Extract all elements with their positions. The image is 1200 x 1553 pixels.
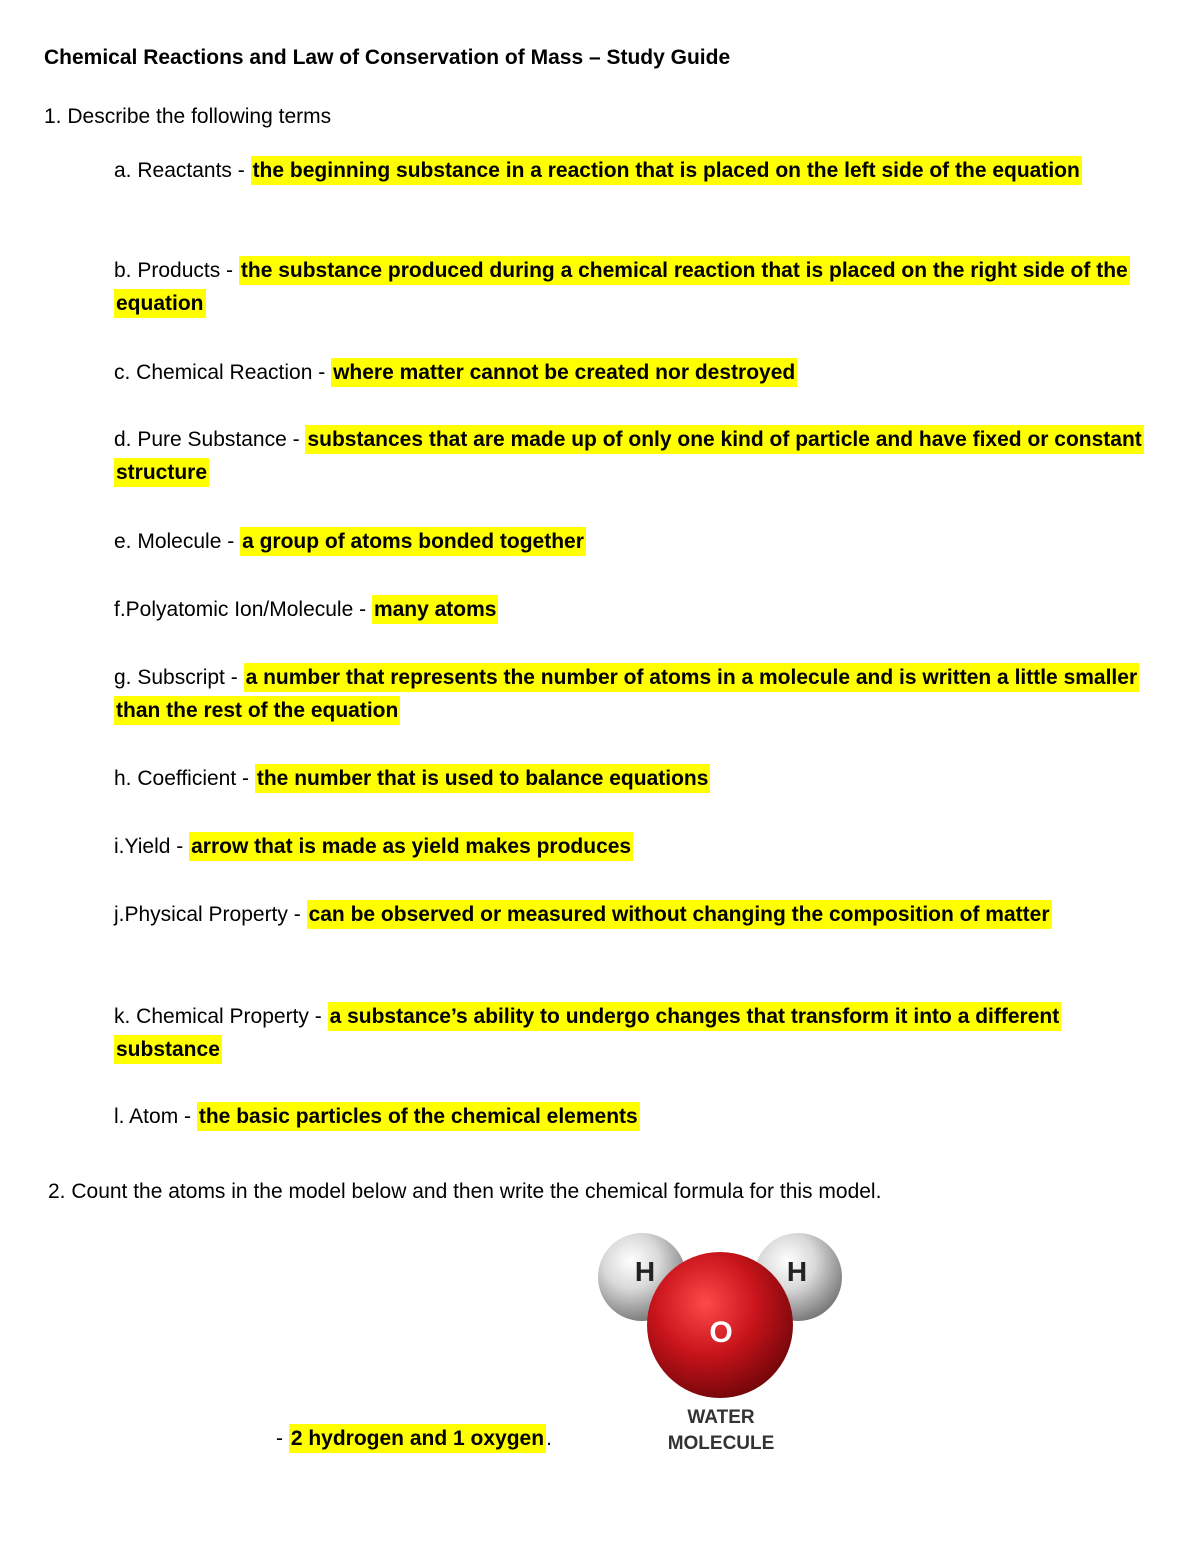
question-2-answer xyxy=(276,1427,552,1451)
term-label: c. Chemical Reaction - xyxy=(114,361,332,384)
answer-text: 2 hydrogen and 1 oxygen xyxy=(289,1424,546,1453)
atom-label-h-left: H xyxy=(634,1256,656,1287)
term-answer: can be observed or measured without changing the composition of matter xyxy=(307,900,1052,929)
atom-label-h-right: H xyxy=(786,1256,808,1287)
term-polyatomic-ion xyxy=(114,593,1164,626)
term-subscript xyxy=(114,661,1164,727)
term-physical-property xyxy=(114,898,1164,931)
term-reactants xyxy=(114,154,1164,187)
term-yield xyxy=(114,830,1164,863)
term-molecule xyxy=(114,525,1164,558)
term-answer: a number that represents the number of atoms in a molecule and is written a little smaller than the rest of the equation xyxy=(114,663,1139,725)
term-answer: the number that is used to balance equations xyxy=(255,764,711,793)
term-coefficient xyxy=(114,762,1164,795)
term-label: l. Atom - xyxy=(114,1105,197,1128)
term-label: j.Physical Property - xyxy=(114,903,307,926)
question-2: 2. Count the atoms in the model below and then write the chemical formula for this model. xyxy=(48,1180,882,1203)
term-atom xyxy=(114,1100,1164,1133)
term-answer: a group of atoms bonded together xyxy=(240,527,586,556)
term-label: f.Polyatomic Ion/Molecule - xyxy=(114,598,372,621)
term-answer: many atoms xyxy=(372,595,499,624)
term-answer: substances that are made up of only one kind of particle and have fixed or constant structure xyxy=(114,425,1144,487)
term-products xyxy=(114,254,1164,320)
term-answer: a substance’s ability to undergo changes that transform it into a different substance xyxy=(114,1002,1061,1064)
term-chemical-property xyxy=(114,1000,1164,1066)
page-title: Chemical Reactions and Law of Conservation of Mass – Study Guide xyxy=(44,46,731,69)
term-answer: the basic particles of the chemical elements xyxy=(197,1102,640,1131)
answer-suffix: . xyxy=(546,1427,552,1450)
term-label: i.Yield - xyxy=(114,835,190,858)
molecule-caption-line2: MOLECULE xyxy=(667,1433,775,1454)
term-label: a. Reactants - xyxy=(114,159,251,182)
term-answer: the beginning substance in a reaction that is placed on the left side of the equation xyxy=(251,156,1082,185)
term-answer: where matter cannot be created nor destroyed xyxy=(331,358,797,387)
atom-label-o: O xyxy=(709,1316,733,1349)
term-label: g. Subscript - xyxy=(114,666,244,689)
molecule-caption-line1: WATER xyxy=(687,1407,755,1428)
answer-prefix: - xyxy=(276,1427,289,1450)
term-label: d. Pure Substance - xyxy=(114,428,306,451)
term-label: b. Products - xyxy=(114,259,239,282)
question-1: 1. Describe the following terms xyxy=(44,105,332,128)
term-pure-substance xyxy=(114,423,1164,489)
term-label: k. Chemical Property - xyxy=(114,1005,328,1028)
term-answer: the substance produced during a chemical reaction that is placed on the right side of the equation xyxy=(114,256,1130,318)
water-molecule-image xyxy=(590,1225,850,1460)
term-label: h. Coefficient - xyxy=(114,767,255,790)
term-answer: arrow that is made as yield makes produces xyxy=(189,832,633,861)
term-chemical-reaction xyxy=(114,356,1164,389)
term-label: e. Molecule - xyxy=(114,530,241,553)
